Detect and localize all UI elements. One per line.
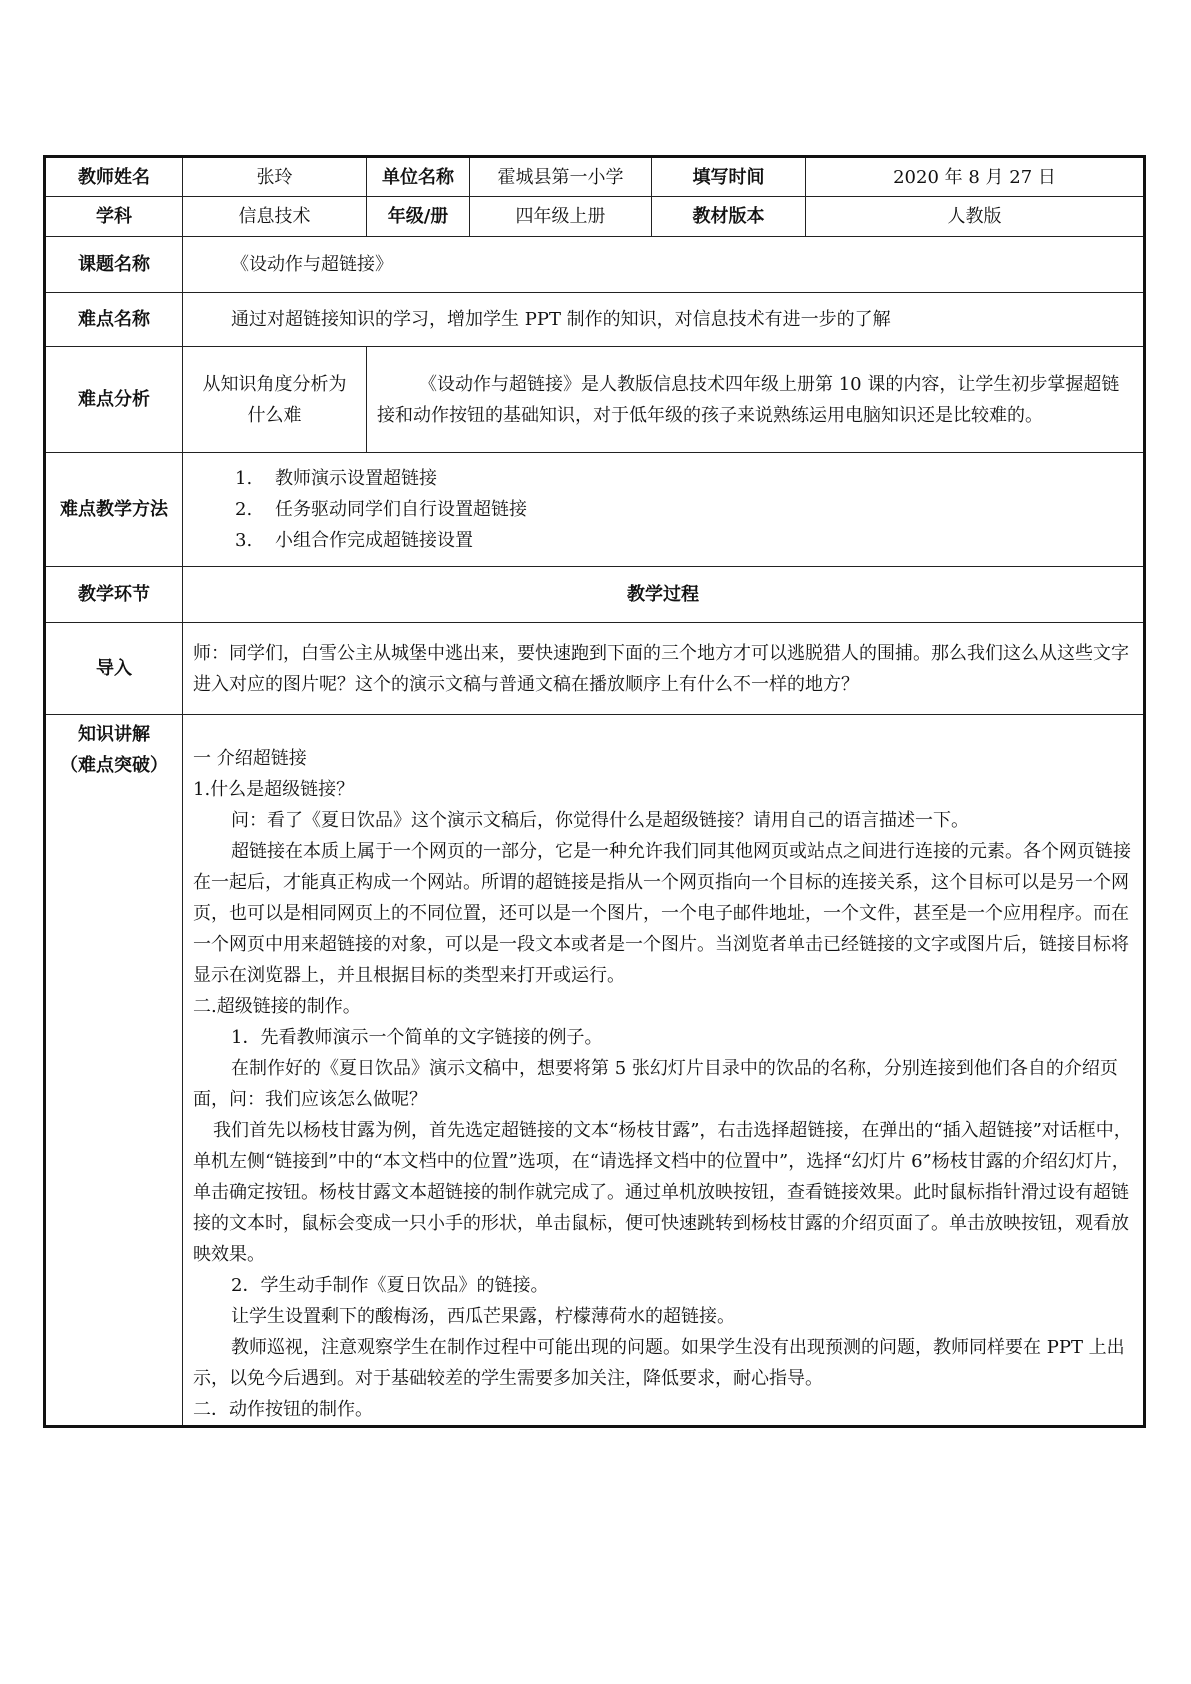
analysis-text-cell [367,347,1145,453]
process-stage-label: 教学环节 [45,567,183,623]
paragraph: 一 介绍超链接 [193,748,307,769]
methods-row [45,453,1145,567]
knowledge-label-line2: （难点突破） [60,755,168,776]
header-row-2 [45,197,1145,237]
analysis-label: 难点分析 [45,347,183,453]
header-row-1 [45,157,1145,197]
analysis-text: 《设动作与超链接》是人教版信息技术四年级上册第 10 课的内容，让学生初步掌握超链接和动作按钮的基础知识，对于低年级的孩子来说熟练运用电脑知识还是比较难的。 [377,373,1120,426]
analysis-sub-label: 从知识角度分析为什么难 [183,347,367,453]
difficulty-value: 通过对超链接知识的学习，增加学生 PPT 制作的知识，对信息技术有进一步的了解 [183,293,1145,347]
date-value: 2020 年 8 月 27 日 [806,157,1145,197]
paragraph: 1.什么是超级链接？ [193,779,355,800]
paragraph: 在制作好的《夏日饮品》演示文稿中，想要将第 5 张幻灯片目录中的饮品的名称，分别连接到他们各自的介绍页面，问：我们应该怎么做呢？ [193,1058,1118,1110]
knowledge-label [45,715,183,1427]
edition-label: 教材版本 [652,197,806,237]
paragraph: 让学生设置剩下的酸梅汤，西瓜芒果露，柠檬薄荷水的超链接。 [231,1306,735,1327]
paragraph: 超链接在本质上属于一个网页的一部分，它是一种允许我们同其他网页或站点之间进行连接的元素。各个网页链接在一起后，才能真正构成一个网站。所谓的超链接是指从一个网页指向一个目标的连接关系，这个目标可以是另一个网页，也可以是相同网页上的不同位置，还可以是一个图片，一个电子邮件地址，一个文件，甚至是一个应用程序。而在一个网页中用来超链接的对象，可以是一段文本或者是一个图片。当浏览者单击已经链接的文字或图片后，链接目标将显示在浏览器上，并且根据目标的类型来打开或运行。 [193,841,1131,986]
analysis-row [45,347,1145,453]
paragraph: 二．动作按钮的制作。 [193,1399,373,1420]
paragraph: 问：看了《夏日饮品》这个演示文稿后，你觉得什么是超级链接？请用自己的语言描述一下。 [231,810,969,831]
intro-text: 师：同学们，白雪公主从城堡中逃出来，要快速跑到下面的三个地方才可以逃脱猎人的围捕。那么我们这么从这些文字进入对应的图片呢？这个的演示文稿与普通文稿在播放顺序上有什么不一样的地方？ [193,642,1129,695]
topic-row [45,237,1145,293]
process-title: 教学过程 [183,567,1145,623]
teacher-label: 教师姓名 [45,157,183,197]
grade-label: 年级/册 [367,197,470,237]
subject-value: 信息技术 [183,197,367,237]
unit-label: 单位名称 [367,157,470,197]
difficulty-row [45,293,1145,347]
intro-row [45,623,1145,715]
topic-value: 《设动作与超链接》 [183,237,1145,293]
knowledge-row [45,715,1145,1427]
subject-label: 学科 [45,197,183,237]
teacher-value: 张玲 [183,157,367,197]
grade-value: 四年级上册 [470,197,652,237]
intro-text-cell [183,623,1145,715]
paragraph: 二.超级链接的制作。 [193,996,361,1017]
paragraph: 我们首先以杨枝甘露为例，首先选定超链接的文本“杨枝甘露”，右击选择超链接，在弹出的“插入超链接”对话框中，单机左侧“链接到”中的“本文档中的位置”选项，在“请选择文档中的位置中”，选择“幻灯片 6”杨枝甘露的介绍幻灯片，单击确定按钮。杨枝甘露文本超链接的制作就完成了。通过单机放映按钮，查看链接效果。此时鼠标指针滑过设有超链接的文本时，鼠标会变成一只小手的形状，单击鼠标，便可快速跳转到杨枝甘露的介绍页面了。单击放映按钮，观看放映效果。 [193,1120,1132,1265]
list-item: 2. 任务驱动同学们自行设置超链接 [235,499,527,520]
paragraph: 2．学生动手制作《夏日饮品》的链接。 [231,1275,549,1296]
paragraph: 1．先看教师演示一个简单的文字链接的例子。 [231,1027,603,1048]
list-item: 3. 小组合作完成超链接设置 [235,530,473,551]
methods-label: 难点教学方法 [45,453,183,567]
edition-value: 人教版 [806,197,1145,237]
lesson-plan-table [43,155,1146,1428]
knowledge-content [183,715,1145,1427]
unit-value: 霍城县第一小学 [470,157,652,197]
difficulty-label: 难点名称 [45,293,183,347]
list-item: 1. 教师演示设置超链接 [235,468,437,489]
process-header-row [45,567,1145,623]
topic-label: 课题名称 [45,237,183,293]
knowledge-label-line1: 知识讲解 [78,724,150,745]
paragraph: 教师巡视，注意观察学生在制作过程中可能出现的问题。如果学生没有出现预测的问题，教师同样要在 PPT 上出示，以免今后遇到。对于基础较差的学生需要多加关注，降低要求，耐心指导。 [193,1337,1125,1389]
intro-label: 导入 [45,623,183,715]
date-label: 填写时间 [652,157,806,197]
methods-list [183,453,1145,567]
